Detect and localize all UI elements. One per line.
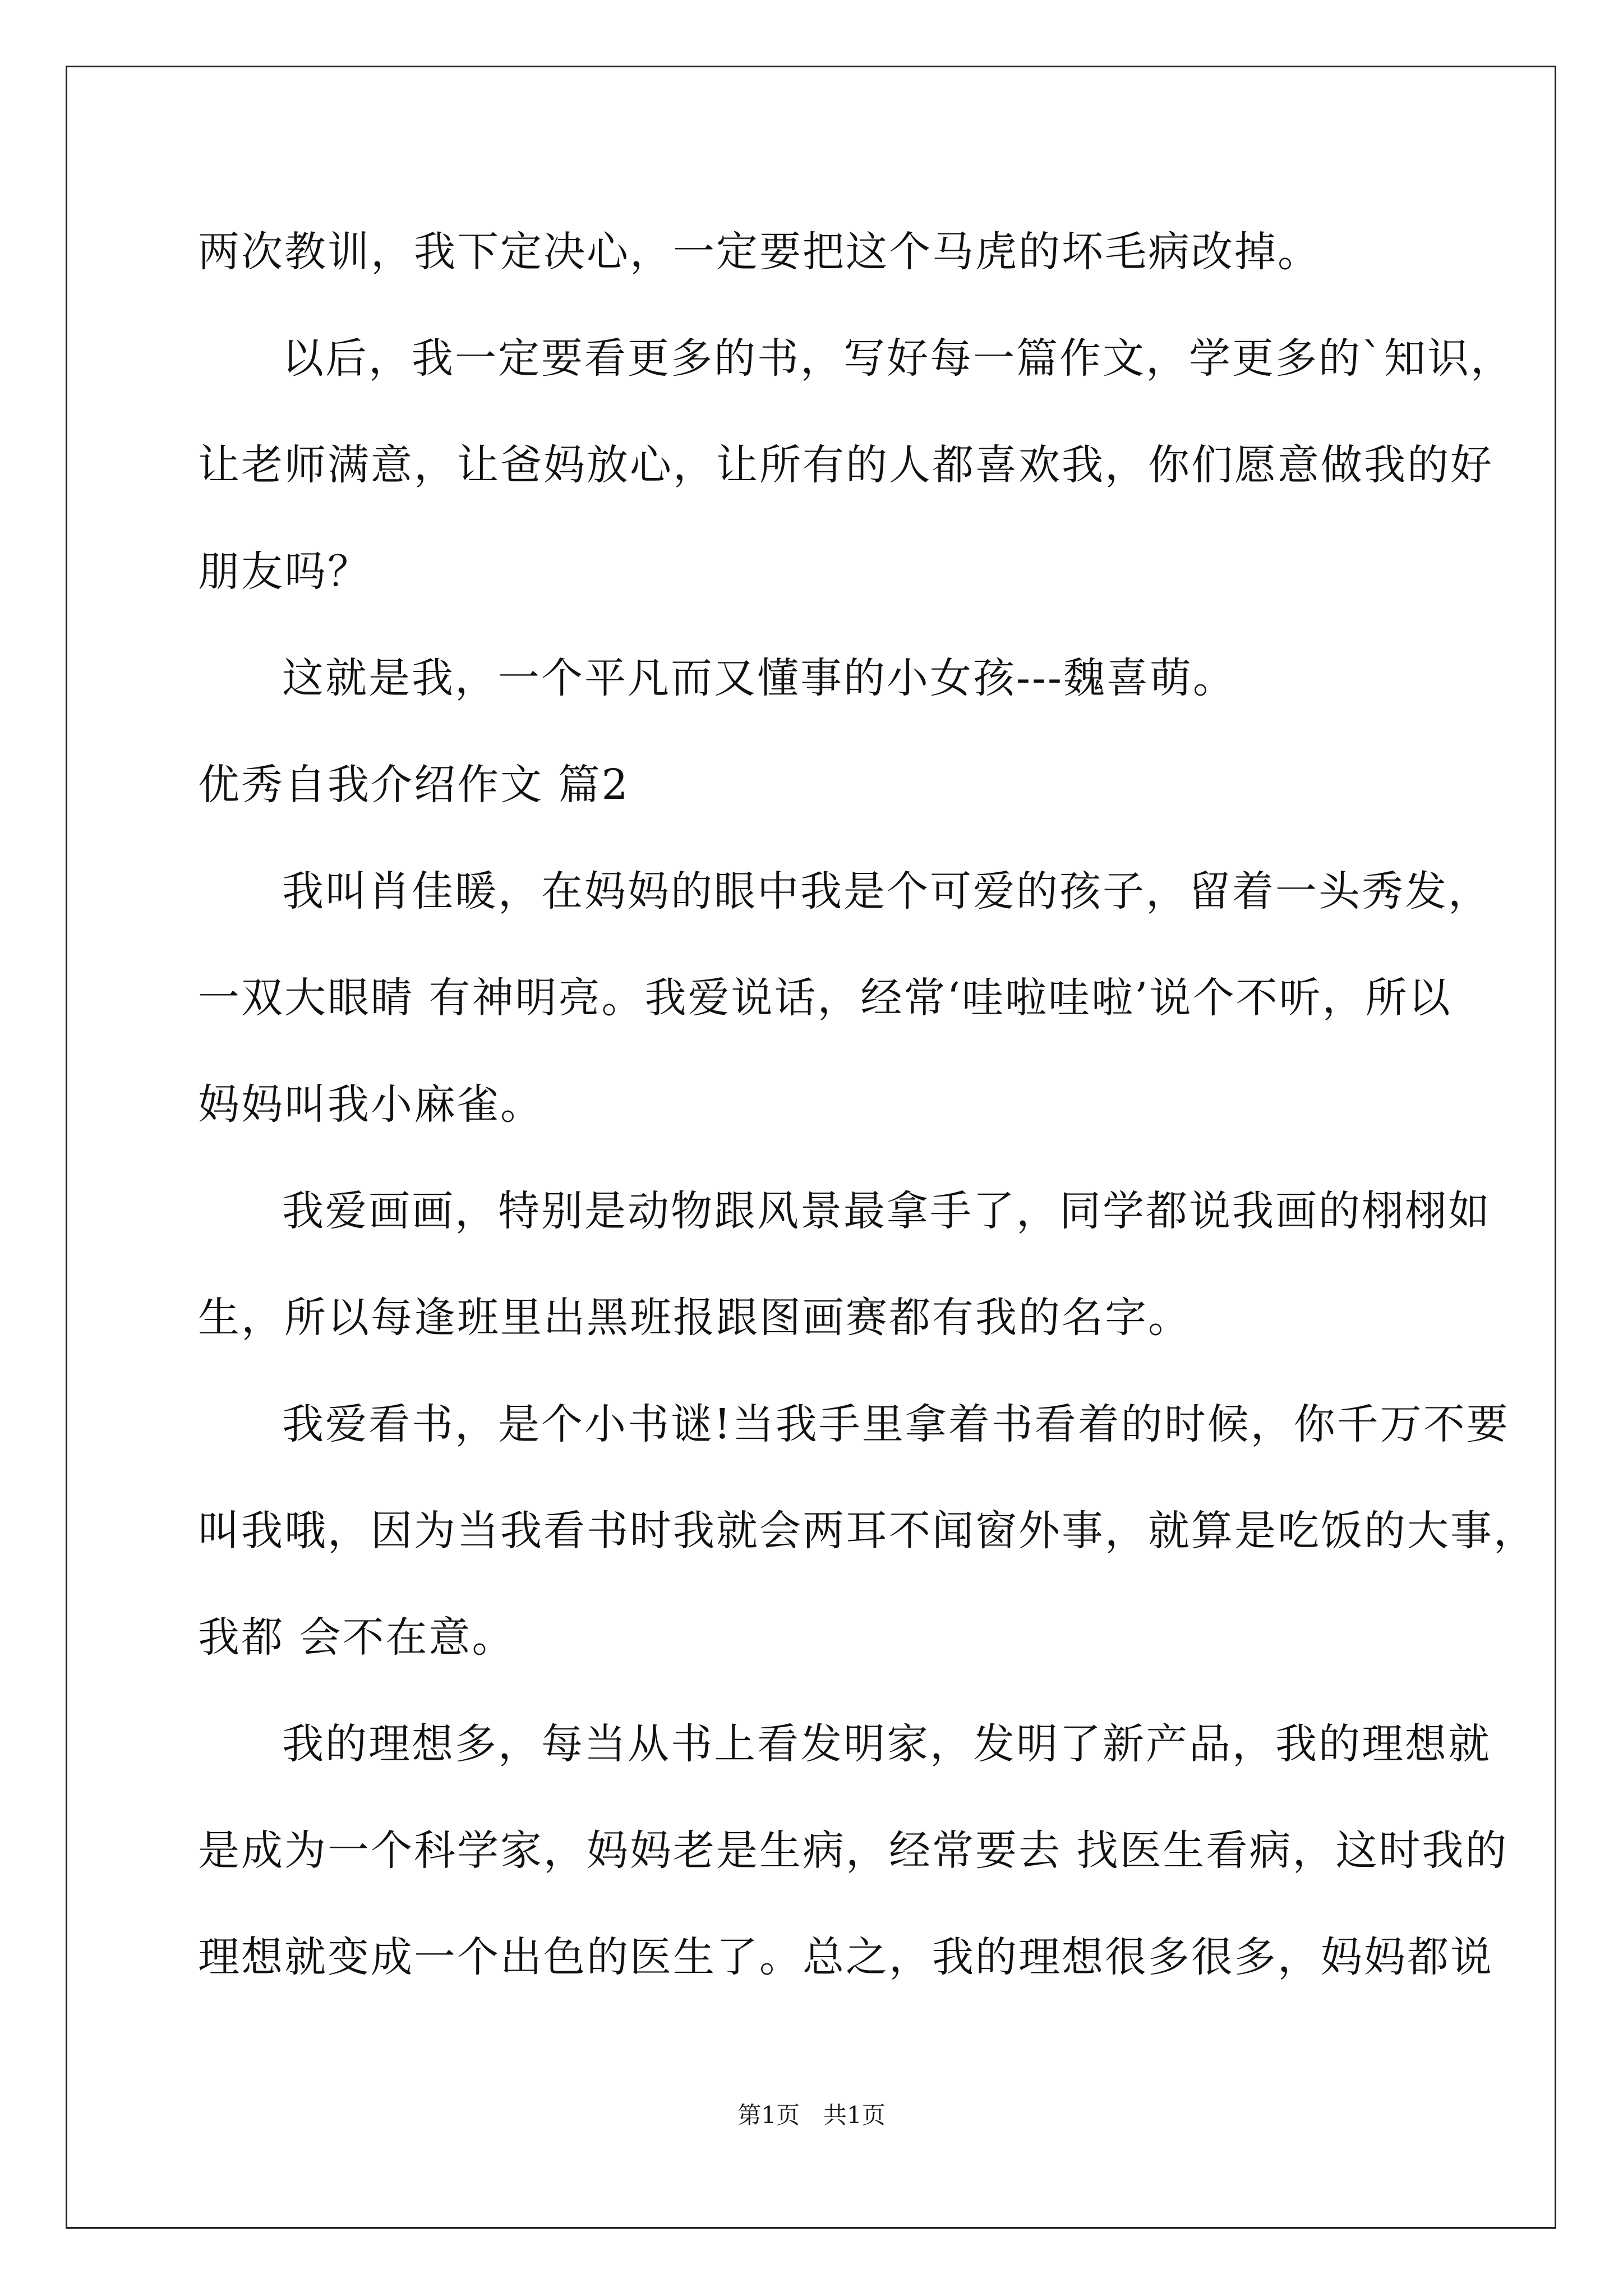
text-line: 是成为一个科学家，妈妈老是生病，经常要去 找医生看病，这时我的 — [198, 1826, 1509, 1875]
page-footer: 第1页 共1页 — [737, 2101, 886, 2129]
text-line: 我都 会不在意。 — [198, 1613, 515, 1662]
text-line: 让老师满意，让爸妈放心，让所有的人都喜欢我，你们愿意做我的好 — [198, 441, 1493, 489]
text-line: 生，所以每逢班里出黑班报跟图画赛都有我的名字。 — [198, 1294, 1191, 1342]
text-line: 一双大眼睛 有神明亮。我爱说话，经常‘哇啦哇啦’说个不听，所以 — [198, 974, 1452, 1022]
text-line: 我叫肖佳暖，在妈妈的眼中我是个可爱的孩子，留着一头秀发， — [282, 867, 1491, 915]
text-line: 理想就变成一个出色的医生了。总之，我的理想很多很多，妈妈都说 — [198, 1933, 1493, 1981]
text-line: 两次教训，我下定决心，一定要把这个马虎的坏毛病改掉。 — [198, 228, 1321, 276]
section-heading: 优秀自我介绍作文 篇2 — [198, 761, 630, 809]
page-frame — [66, 66, 1556, 2229]
text-line: 朋友吗？ — [198, 547, 371, 596]
text-line: 叫我哦，因为当我看书时我就会两耳不闻窗外事，就算是吃饭的大事， — [198, 1507, 1537, 1555]
text-line: 这就是我，一个平凡而又懂事的小女孩---魏喜萌。 — [282, 654, 1237, 702]
text-line: 妈妈叫我小麻雀。 — [198, 1080, 543, 1129]
text-line: 我的理想多，每当从书上看发明家，发明了新产品，我的理想就 — [282, 1720, 1491, 1768]
text-line: 以后，我一定要看更多的书，写好每一篇作文，学更多的`知识， — [282, 334, 1514, 383]
text-line: 我爱看书，是个小书谜!当我手里拿着书看着的时候，你千万不要 — [282, 1400, 1510, 1448]
text-line: 我爱画画，特别是动物跟风景最拿手了，同学都说我画的栩栩如 — [282, 1187, 1491, 1235]
